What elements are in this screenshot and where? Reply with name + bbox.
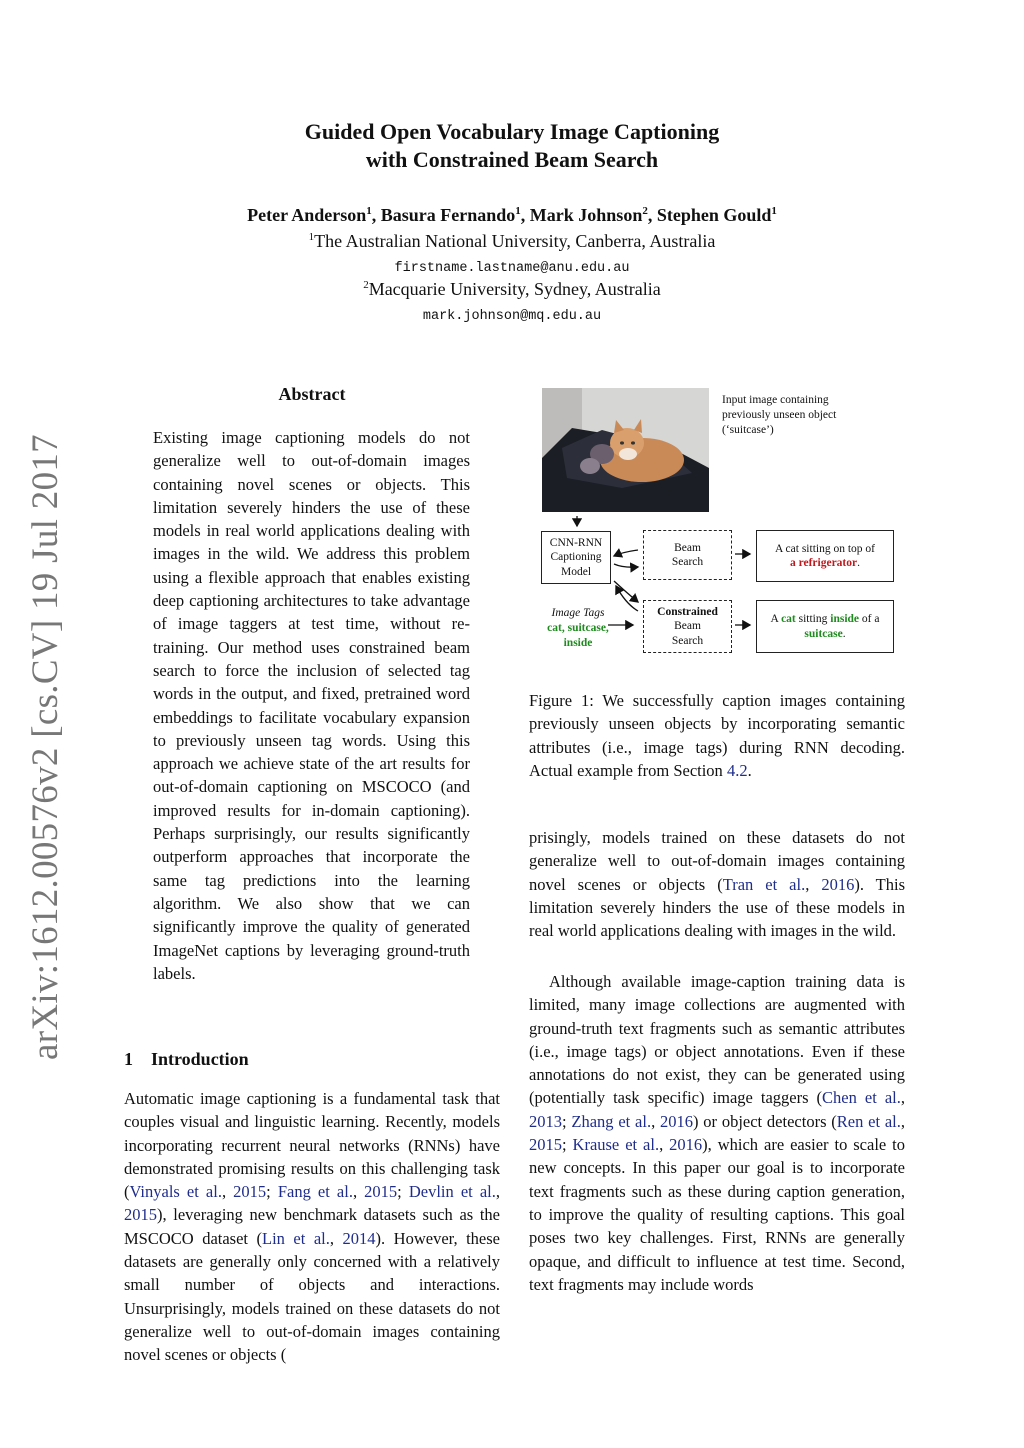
text-run: ), leveraging new benchmark datasets such as the MSCOCO dataset ( xyxy=(124,1205,500,1248)
author-affiliation-mark: 2 xyxy=(642,205,648,217)
intro-paragraph-1-right xyxy=(529,826,905,966)
text-run: sitting xyxy=(795,613,831,625)
input-image-note: Input image containing previously unseen object (‘suitcase’) xyxy=(722,394,837,436)
text-run: . xyxy=(842,627,846,640)
intro-paragraph-1-continuation: prisingly, models trained on these datasets do not generalize well to out-of-domain images containing novel scenes or objects (Tran et al., 2016). This limitation severely hinders the use of these models in real world applications dealing with images in the wild. xyxy=(529,828,905,941)
highlight-tag: inside xyxy=(830,613,860,625)
image-tags-values: cat, suitcase, xyxy=(547,622,609,634)
photo-illustration xyxy=(542,388,709,512)
intro-paragraph-1-left: Automatic image captioning is a fundamental task that couples visual and linguistic learning. Recently, models incorporating recurrent neural networks (RNNs) have demonstrated promising results on this challenging task (Vinyals et al., 2015; Fang et al., 2015; Devlin et al., 2015), leveraging new benchmark datasets such as the MSCOCO dataset (Lin et al., 2014). However, these datasets are generally only concerned with a relatively small number of objects and interactions. Unsurprisingly, models trained on these datasets do not generalize well to out-of-domain images containing novel scenes or objects ( xyxy=(124,1089,501,1365)
citation-year[interactable]: 2013 xyxy=(529,1111,562,1131)
citation-year[interactable]: 2016 xyxy=(821,874,855,894)
output-caption-baseline xyxy=(756,530,894,582)
title-line-1: Guided Open Vocabulary Image Captioning xyxy=(304,119,720,144)
output-caption-text xyxy=(775,542,875,571)
citation-link[interactable]: Fang et al. xyxy=(277,1182,353,1202)
output-caption-text xyxy=(757,612,893,641)
text-run: A xyxy=(770,613,782,625)
text-run: ) or object detectors ( xyxy=(693,1111,837,1131)
text-run: . xyxy=(857,557,860,569)
image-tags-label: Image Tags xyxy=(551,607,605,619)
author-name: Stephen Gould xyxy=(656,205,772,225)
affiliation-2 xyxy=(0,279,1024,300)
section-reference-link[interactable]: 4.2 xyxy=(726,760,748,780)
text-run: ). However, these datasets are generally only concerned with a relatively small number of objects and interactions. Unsurprisingly, models trained on these datasets do not generalize well to out-of-domain images containing novel scenes or objects ( xyxy=(124,1228,501,1365)
highlight-wrong-object: a refrigerator xyxy=(789,557,858,569)
text-run: of a xyxy=(859,613,880,625)
author-affiliation-mark: 1 xyxy=(771,205,777,217)
text-run: Although available image-caption training data is limited, many image collections are augmented with ground-truth text fragments such as semantic attributes (i.e., image tags) or object annotations. Even if these annotations do not exist, they can be generated using (potentially task specific) image taggers ( xyxy=(529,972,905,1108)
abstract-text: Existing image captioning models do not generalize well to out-of-domain images containing novel scenes or objects. This limitation severely hinders the use of these models in real world applications dealing with images in the wild. We address this problem using a flexible approach that enables existing deep captioning architectures to take advantage of image taggers at test time, without re-training. Our method uses constrained beam search to force the inclusion of selected tag words in the output, and fixed, pretrained word embeddings to facilitate vocabulary expansion to previously unseen tag words. Using this approach we achieve state of the art results for out-of-domain captioning on MSCOCO (and improved results for in-domain captioning). Perhaps surprisingly, our results significantly outperform approaches that incorporate the same tag predictions into the learning algorithm. We also show that we can significantly improve the quality of generated ImageNet captions by leveraging ground-truth labels. xyxy=(153,428,470,983)
citation-year[interactable]: 2016 xyxy=(660,1111,693,1131)
output-caption-constrained xyxy=(756,600,894,653)
figure-1-caption xyxy=(529,689,905,782)
text-run: ), which are easier to scale to new concepts. In this paper our goal is to incorporate text fragments such as these during caption generation, to improve the quality of resulting captions. This goal poses two key challenges. First, RNNs are generally opaque, and difficult to influence at test time. Second, text fragments may include words xyxy=(529,1135,906,1294)
author-name: Peter Anderson xyxy=(247,205,367,225)
text-run: ). This limitation severely hinders the use of these models in real world applications dealing with images in the wild. xyxy=(529,874,905,941)
affiliation-number: 2 xyxy=(363,279,369,291)
author-list: Peter Anderson$^1$, Basura Fernando$^1$, Mark Johnson$^2$, Stephen Gould$^1$ xyxy=(247,205,777,225)
author-name: Mark Johnson xyxy=(529,205,643,225)
email-2[interactable]: mark.johnson@mq.edu.au xyxy=(422,309,602,324)
citation-link[interactable]: Lin et al. xyxy=(262,1228,330,1248)
citation-link[interactable]: Zhang et al. xyxy=(571,1111,652,1131)
constrained-beam-search-box xyxy=(643,600,732,653)
paper-title xyxy=(0,118,1024,174)
image-tags xyxy=(530,606,626,651)
citation-year[interactable]: 2015 xyxy=(529,1135,562,1155)
cnn-rnn-model-box: CNN-RNN Captioning Model xyxy=(541,531,611,584)
citation-year[interactable]: 2014 xyxy=(342,1228,376,1248)
citation-year[interactable]: 2016 xyxy=(669,1135,703,1155)
highlight-tag: suitcase xyxy=(804,627,843,640)
caption-text: . xyxy=(747,760,752,780)
section-heading-introduction xyxy=(124,1049,249,1070)
citation-year[interactable]: 2015 xyxy=(124,1205,157,1225)
caption-text: Figure 1: We successfully caption images containing previously unseen objects by incorporating semantic attributes (i.e., image tags) during RNN decoding. Actual example from Section xyxy=(529,691,905,780)
citation-link[interactable]: Devlin et al. xyxy=(408,1182,496,1202)
arxiv-stamp: arXiv:1612.00576v2 [cs.CV] 19 Jul 2017 xyxy=(25,434,66,1060)
section-number: 1 xyxy=(124,1049,133,1069)
title-line-2: with Constrained Beam Search xyxy=(365,147,659,172)
beam-search-label: Beam Search xyxy=(671,541,704,568)
arrow-model-to-beam xyxy=(614,564,638,567)
abstract-body xyxy=(153,426,470,985)
email-1[interactable]: firstname.lastname@anu.edu.au xyxy=(394,261,630,276)
citation-link[interactable]: Tran et al. xyxy=(722,874,806,894)
citation-year[interactable]: 2015 xyxy=(233,1182,267,1202)
highlight-tag: cat xyxy=(781,613,796,625)
citation-link[interactable]: Ren et al. xyxy=(836,1111,901,1131)
author-affiliation-mark: 1 xyxy=(515,205,521,217)
arrow-beam-to-model xyxy=(614,550,638,556)
text-run: A cat sitting on top of xyxy=(775,542,875,555)
image-tags-values: inside xyxy=(563,637,593,649)
section-title: Introduction xyxy=(151,1049,249,1069)
author-affiliation-mark: 1 xyxy=(366,205,372,217)
author-name: Basura Fernando xyxy=(380,205,516,225)
affiliation-text: The Australian National University, Canberra, Australia xyxy=(314,231,716,251)
constrained-beam-label: Beam Search xyxy=(671,620,704,647)
constrained-label: Constrained xyxy=(657,605,718,618)
text-run: Automatic image captioning is a fundamental task that couples visual and linguistic learning. Recently, models incorporating recurrent neural networks (RNNs) have demonstrated promising results on this challenging task ( xyxy=(124,1089,500,1202)
affiliation-text: Macquarie University, Sydney, Australia xyxy=(368,279,661,299)
abstract-heading: Abstract xyxy=(278,384,346,404)
citation-link[interactable]: Krause et al. xyxy=(572,1135,660,1155)
affiliation-1 xyxy=(0,231,1024,252)
arrow-model-to-constrained xyxy=(614,581,638,602)
beam-search-box xyxy=(643,530,732,580)
intro-paragraph-2: Although available image-caption training data is limited, many image collections are augmented with ground-truth text fragments such as semantic attributes (i.e., image tags) or object annotations. Even if these annotations do not exist, they can be generated using (potentially task specific) image taggers (Chen et al., 2013; Zhang et al., 2016) or object detectors (Ren et al., 2015; Krause et al., 2016), which are easier to scale to new concepts. In this paper our goal is to incorporate text fragments such as these during caption generation, to improve the quality of resulting captions. This goal poses two key challenges. First, RNNs are generally opaque, and difficult to influence at test time. Second, text fragments may include words xyxy=(529,972,906,1294)
affiliation-number: 1 xyxy=(308,231,315,243)
citation-link[interactable]: Chen et al. xyxy=(822,1088,901,1108)
cat-in-suitcase-photo xyxy=(542,388,709,512)
citation-link[interactable]: Vinyals et al. xyxy=(129,1182,222,1202)
citation-year[interactable]: 2015 xyxy=(364,1182,398,1202)
